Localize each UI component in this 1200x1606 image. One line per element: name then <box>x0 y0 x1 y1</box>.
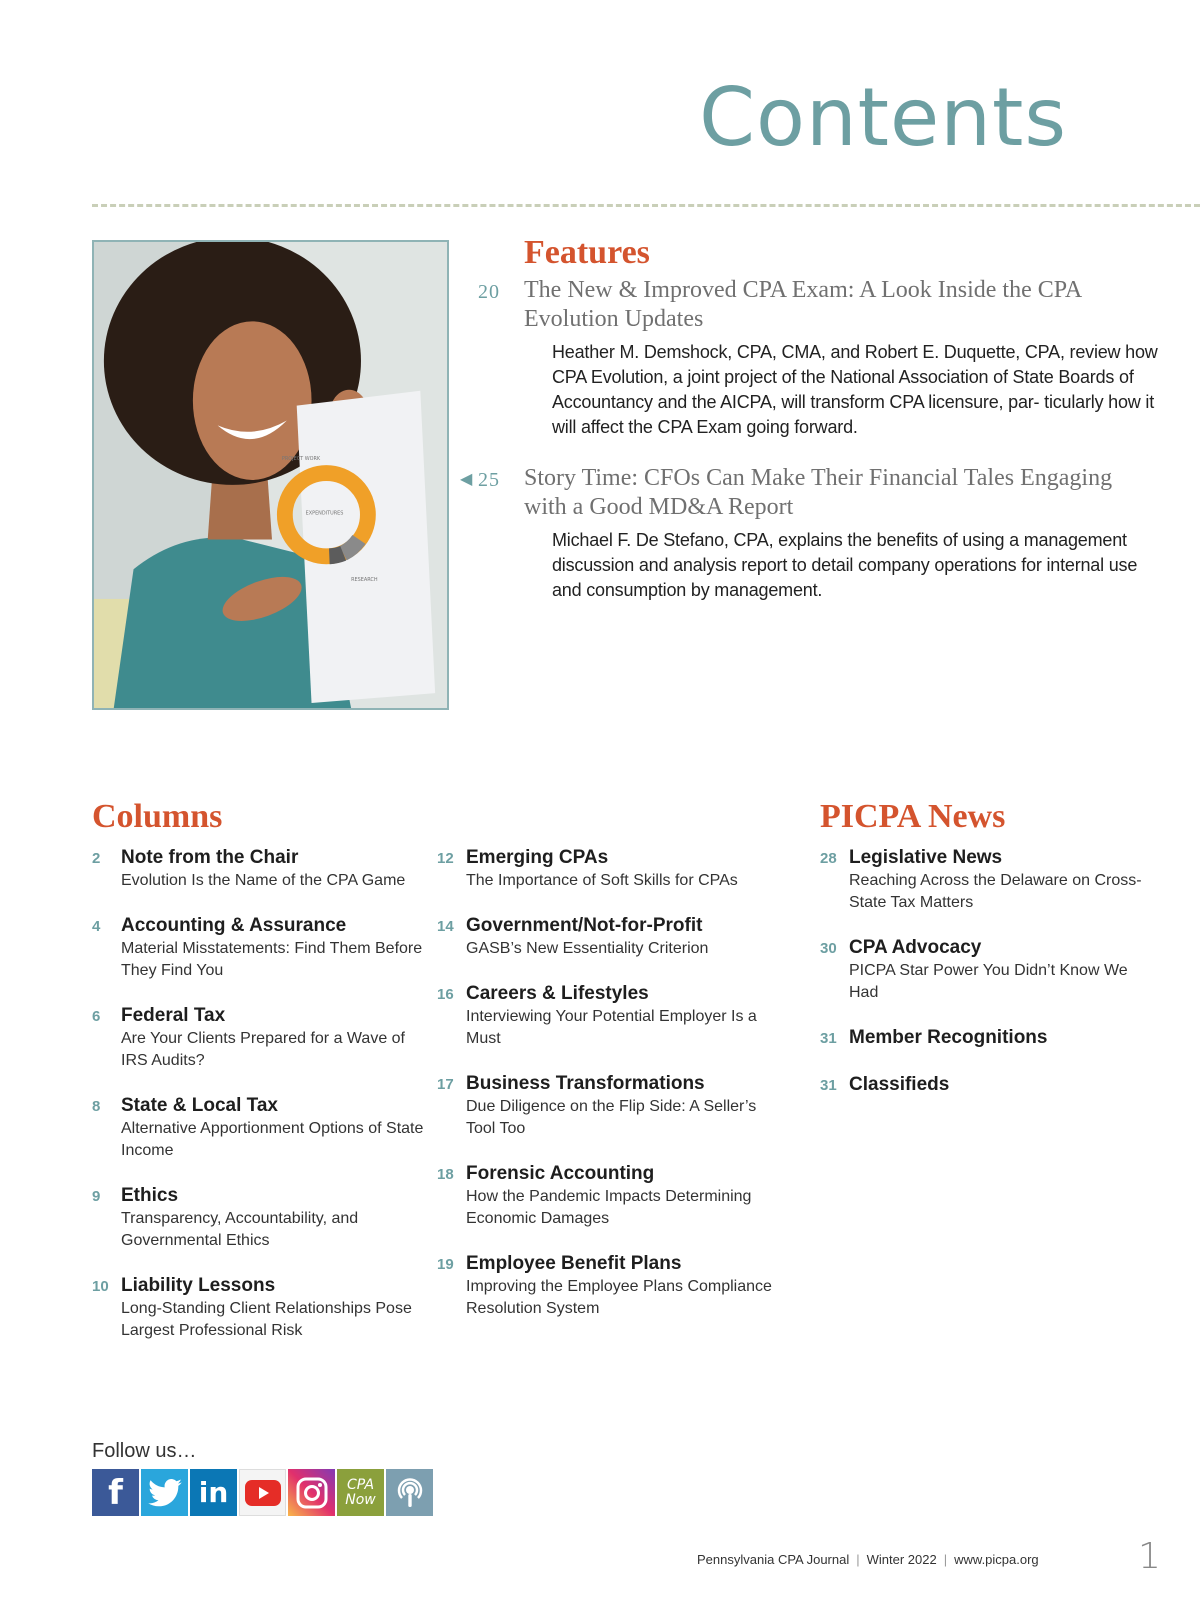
toc-entry[interactable] <box>437 846 777 892</box>
feature-title: Story Time: CFOs Can Make Their Financial Tales Engaging with a Good MD&A Report <box>524 465 1113 520</box>
entry-title: Liability Lessons <box>121 1275 276 1296</box>
entry-title: Careers & Lifestyles <box>466 983 649 1004</box>
entry-subtitle: Due Diligence on the Flip Side: A Seller’s Tool Too <box>466 1098 757 1137</box>
columns-heading: Columns <box>92 798 223 835</box>
follow-us <box>92 1440 433 1516</box>
feature-item[interactable] <box>460 276 1160 440</box>
photo-chart-label: PROJECT WORK <box>281 456 321 463</box>
entry-page-number: 17 <box>437 1076 454 1093</box>
toc-entry[interactable] <box>92 1184 432 1252</box>
toc-entry[interactable] <box>92 1274 432 1342</box>
entry-subtitle: Are Your Clients Prepared for a Wave of IRS Audits? <box>121 1030 405 1069</box>
entry-title: State & Local Tax <box>121 1095 278 1116</box>
entry-title: Employee Benefit Plans <box>466 1253 682 1274</box>
entry-page-number: 18 <box>437 1166 454 1183</box>
entry-title: Legislative News <box>849 847 1003 868</box>
entry-subtitle: How the Pandemic Impacts Determining Economic Damages <box>466 1188 752 1227</box>
entry-subtitle: The Importance of Soft Skills for CPAs <box>466 872 738 889</box>
toc-entry[interactable] <box>820 936 1150 1004</box>
entry-subtitle: Transparency, Accountability, and Governmental Ethics <box>121 1210 359 1249</box>
photo-chart-label: EXPENDITURES <box>305 510 344 517</box>
entry-title: Emerging CPAs <box>466 847 609 868</box>
picpa-news-list <box>820 846 1150 1120</box>
entry-page-number: 16 <box>437 986 454 1003</box>
journal-name: Pennsylvania CPA Journal <box>697 1552 850 1567</box>
entry-page-number: 2 <box>92 850 101 867</box>
entry-title: Government/Not-for-Profit <box>466 915 703 936</box>
entry-page-number: 10 <box>92 1278 109 1295</box>
columns-list-middle <box>437 846 777 1342</box>
entry-page-number: 31 <box>820 1030 837 1047</box>
entry-page-number: 9 <box>92 1188 101 1205</box>
toc-entry[interactable] <box>437 1162 777 1230</box>
toc-entry[interactable] <box>820 846 1150 914</box>
entry-title: Ethics <box>121 1185 179 1206</box>
feature-title: The New & Improved CPA Exam: A Look Inside the CPA Evolution Updates <box>524 277 1081 332</box>
toc-entry[interactable] <box>92 1004 432 1072</box>
feature-description: Michael F. De Stefano, CPA, explains the benefits of using a management discussion and analysis report to detail company operations for internal use and consumption by management. <box>552 530 1138 600</box>
youtube-icon[interactable] <box>239 1469 286 1516</box>
toc-entry[interactable] <box>92 1094 432 1162</box>
entry-subtitle: Material Misstatements: Find Them Before They Find You <box>121 940 423 979</box>
page-title: Contents <box>699 71 1067 164</box>
toc-entry[interactable] <box>820 1073 1150 1098</box>
toc-entry[interactable] <box>437 1072 777 1140</box>
entry-title: Business Transformations <box>466 1073 705 1094</box>
entry-subtitle: Long-Standing Client Relationships Pose Largest Professional Risk <box>121 1300 412 1339</box>
feature-page-number: 25 <box>478 469 500 491</box>
entry-subtitle: Improving the Employee Plans Compliance Resolution System <box>466 1278 772 1317</box>
entry-page-number: 30 <box>820 940 837 957</box>
features-section <box>460 236 1160 627</box>
dashed-divider <box>92 204 1200 207</box>
website-link[interactable]: www.picpa.org <box>954 1552 1039 1567</box>
social-icons <box>92 1469 433 1516</box>
entry-page-number: 19 <box>437 1256 454 1273</box>
entry-page-number: 31 <box>820 1077 837 1094</box>
follow-us-label: Follow us… <box>92 1440 197 1462</box>
entry-title: Federal Tax <box>121 1005 226 1026</box>
picpa-news-heading: PICPA News <box>820 798 1006 835</box>
page-footer: Pennsylvania CPA Journal | Winter 2022 | www.picpa.org <box>697 1552 1039 1567</box>
feature-page-number: 20 <box>478 281 500 303</box>
entry-title: Note from the Chair <box>121 847 299 868</box>
podcast-icon[interactable] <box>386 1469 433 1516</box>
entry-page-number: 28 <box>820 850 837 867</box>
toc-entry[interactable] <box>92 846 432 892</box>
entry-subtitle: GASB’s New Essentiality Criterion <box>466 940 709 957</box>
entry-title: CPA Advocacy <box>849 937 982 958</box>
issue-date: Winter 2022 <box>866 1552 937 1567</box>
entry-subtitle: Alternative Apportionment Options of State Income <box>121 1120 424 1159</box>
entry-page-number: 8 <box>92 1098 101 1115</box>
entry-page-number: 4 <box>92 918 101 935</box>
feature-item[interactable] <box>460 464 1160 603</box>
entry-page-number: 14 <box>437 918 454 935</box>
linkedin-icon[interactable]: in <box>190 1469 237 1516</box>
features-heading: Features <box>524 234 650 271</box>
feature-photo <box>92 240 449 710</box>
entry-subtitle: Interviewing Your Potential Employer Is a Must <box>466 1008 757 1047</box>
page-number: 1 <box>1138 1536 1161 1577</box>
instagram-icon[interactable] <box>288 1469 335 1516</box>
entry-title: Classifieds <box>849 1074 950 1095</box>
entry-title: Accounting & Assurance <box>121 915 347 936</box>
entry-subtitle: Reaching Across the Delaware on Cross-State Tax Matters <box>849 872 1142 911</box>
columns-list-left <box>92 846 432 1364</box>
toc-entry[interactable] <box>92 914 432 982</box>
toc-entry[interactable] <box>437 982 777 1050</box>
entry-page-number: 12 <box>437 850 454 867</box>
toc-entry[interactable] <box>437 914 777 960</box>
toc-entry[interactable] <box>820 1026 1150 1051</box>
triangle-left-icon: ◀ <box>460 471 473 488</box>
facebook-icon[interactable]: f <box>92 1469 139 1516</box>
entry-title: Forensic Accounting <box>466 1163 655 1184</box>
cpa-now-icon[interactable]: CPA Now <box>337 1469 384 1516</box>
entry-title: Member Recognitions <box>849 1027 1048 1048</box>
toc-entry[interactable] <box>437 1252 777 1320</box>
photo-chart-label: RESEARCH <box>351 577 378 584</box>
feature-description: Heather M. Demshock, CPA, CMA, and Robert E. Duquette, CPA, review how CPA Evolution, a joint project of the National Association of State Boards of Accountancy and the AICPA, will transform CPA licensure, par- ticularly how it will affect the CPA Exam going forward. <box>552 342 1158 437</box>
entry-page-number: 6 <box>92 1008 101 1025</box>
twitter-icon[interactable] <box>141 1469 188 1516</box>
entry-subtitle: Evolution Is the Name of the CPA Game <box>121 872 406 889</box>
entry-subtitle: PICPA Star Power You Didn’t Know We Had <box>849 962 1128 1001</box>
